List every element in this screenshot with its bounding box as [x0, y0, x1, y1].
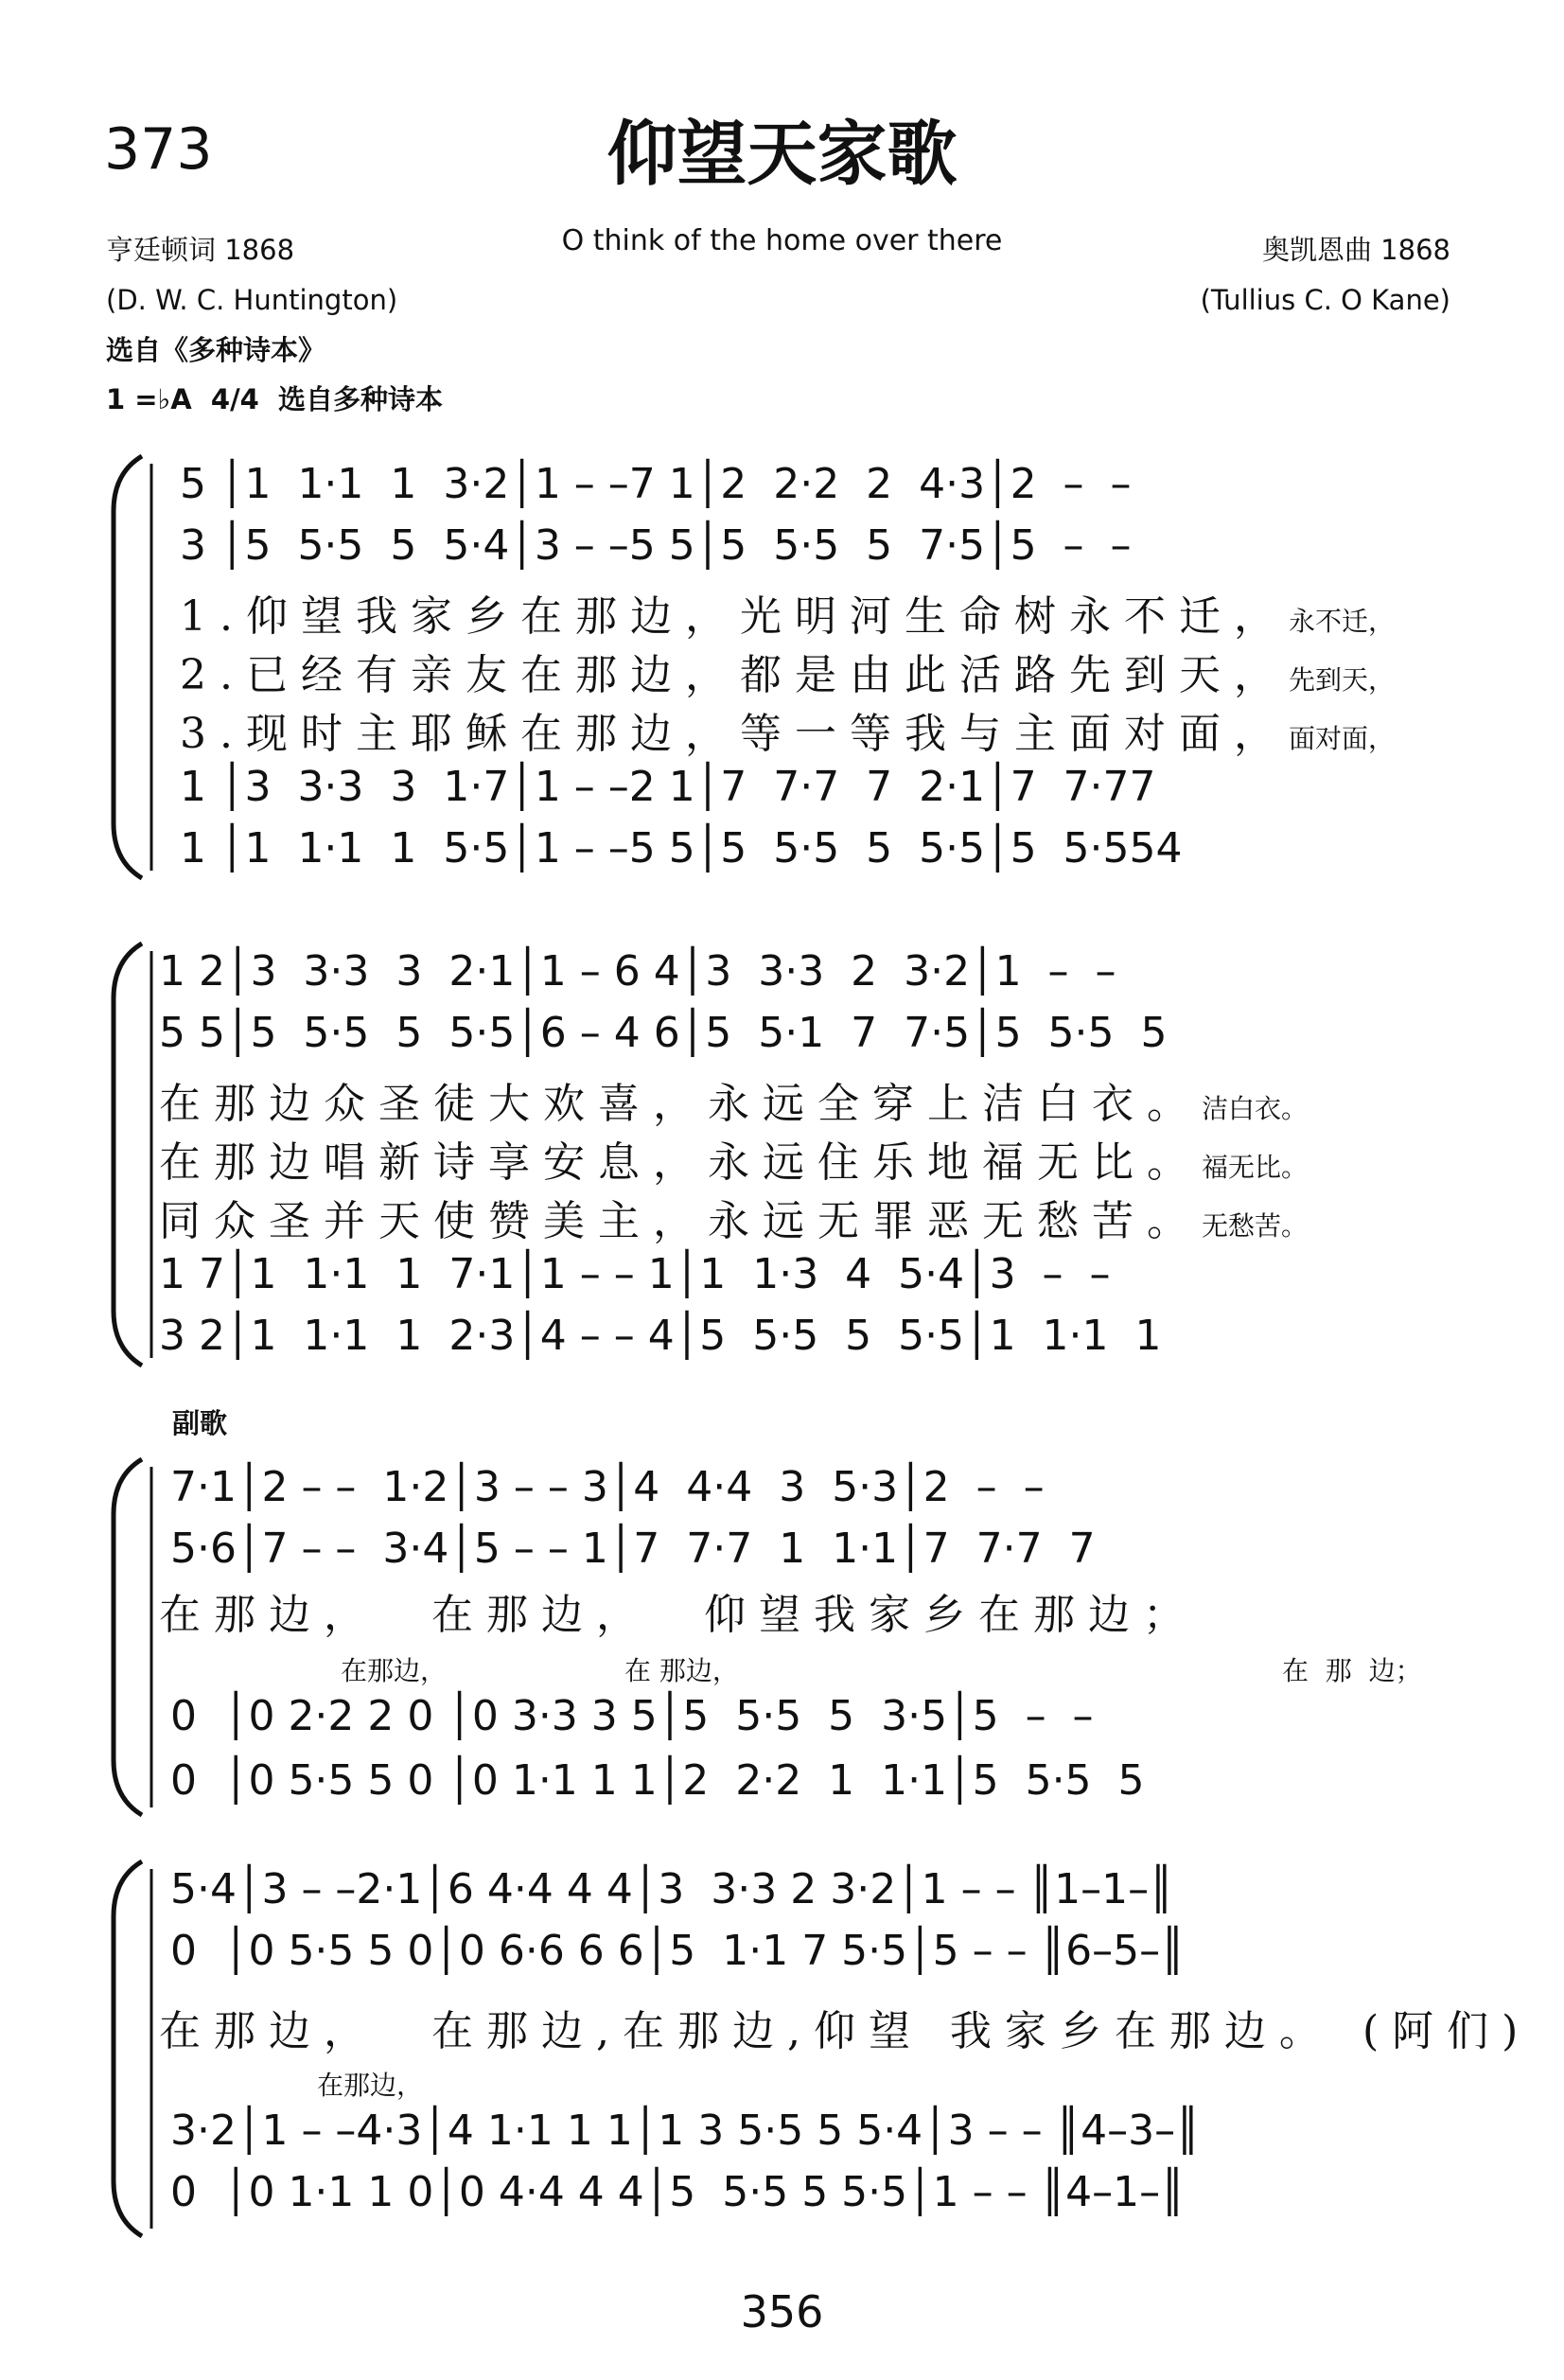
tenor-line: 1 7│1 1·1 1 7·1│1 – – 1│1 1·3 4 5·4│3 – –	[159, 1250, 1111, 1298]
system-bracket	[104, 1457, 161, 1817]
music-system-1	[0, 445, 1564, 890]
soprano-line: 5 │1 1·1 1 3·2│1 – –7 1│2 2·2 2 4·3│2 – –	[180, 460, 1132, 508]
cue-lyric: 在 那边，	[624, 1655, 739, 1686]
bass-line: 0 │0 1·1 1 0│0 4·4 4 4│5 5·5 5 5·5│1 – – ║4–1–║	[170, 2168, 1186, 2216]
bass-line: 3 2│1 1·1 1 2·3│4 – – 4│5 5·5 5 5·5│1 1·1 1	[159, 1312, 1162, 1360]
closing-lyrics: 在那边， 在那边,在那边,仰望 我家乡在那边。 (阿们)	[159, 2007, 1532, 2055]
tenor-line: 3·2│1 – –4·3│4 1·1 1 1│1 3 5·5 5 5·4│3 – – ║4–3–║	[170, 2107, 1201, 2155]
page-title: 仰望天家歌	[606, 114, 958, 195]
verse-3-lyrics: 同众圣并天使赞美主，永远无罪恶无愁苦。无愁苦。	[159, 1197, 1309, 1245]
tenor-line: 1 │3 3·3 3 1·7│1 – –2 1│7 7·7 7 2·1│7 7·77	[180, 763, 1156, 811]
bass-line: 1 │1 1·1 1 5·5│1 – –5 5│5 5·5 5 5·5│5 5·554	[180, 824, 1183, 873]
source-credit: 选自《多种诗本》	[106, 334, 326, 366]
composer-credit: 奥凯恩曲 1868	[1261, 234, 1450, 266]
system-bracket	[104, 454, 161, 880]
refrain-lyrics: 在那边， 在那边， 仰望我家乡在那边；	[159, 1591, 1198, 1639]
alto-line: 5 5│5 5·5 5 5·5│6 – 4 6│5 5·1 7 7·5│5 5·5 5	[159, 1009, 1168, 1057]
verse-1-lyrics: 1.仰望我家乡在那边，光明河生命树永不迁，永不迁，	[180, 592, 1395, 641]
bass-line: 0 │0 5·5 5 0 │0 1·1 1 1│2 2·2 1 1·1│5 5·5 5	[170, 1756, 1145, 1805]
key-signature: 1 =♭A 4/4 选自多种诗本	[106, 383, 444, 415]
hymn-number: 373	[104, 116, 213, 183]
system-bracket	[104, 942, 161, 1367]
system-bracket	[104, 1860, 161, 2238]
alto-line: 0 │0 5·5 5 0│0 6·6 6 6│5 1·1 7 5·5│5 – – ║6–5–║	[170, 1927, 1186, 1975]
alto-line: 3 │5 5·5 5 5·4│3 – –5 5│5 5·5 5 7·5│5 – –	[180, 521, 1132, 570]
cue-lyric: 在 那 边；	[1282, 1655, 1422, 1686]
verse-2-lyrics: 2.已经有亲友在那边，都是由此活路先到天，先到天，	[180, 651, 1395, 699]
lyricist-english-name: (D. W. C. Huntington)	[106, 284, 398, 316]
music-system-4	[0, 1850, 1564, 2248]
lyricist-credit: 亨廷顿词 1868	[106, 234, 295, 266]
cue-lyric: 在那边，	[317, 2070, 424, 2101]
music-system-2	[0, 932, 1564, 1377]
music-system-3	[0, 1448, 1564, 1826]
refrain-label: 副歌	[172, 1407, 228, 1439]
page-number: 356	[740, 2286, 824, 2337]
english-subtitle: O think of the home over there	[561, 224, 1003, 257]
verse-1-lyrics: 在那边众圣徒大欢喜，永远全穿上洁白衣。洁白衣。	[159, 1080, 1309, 1128]
composer-english-name: (Tullius C. O Kane)	[1200, 284, 1450, 316]
soprano-line: 7·1│2 – – 1·2│3 – – 3│4 4·4 3 5·3│2 – –	[170, 1463, 1045, 1511]
tenor-line: 0 │0 2·2 2 0 │0 3·3 3 5│5 5·5 5 3·5│5 – –	[170, 1692, 1094, 1740]
verse-3-lyrics: 3.现时主耶稣在那边，等一等我与主面对面，面对面，	[180, 710, 1395, 758]
alto-line: 5·6│7 – – 3·4│5 – – 1│7 7·7 1 1·1│7 7·7 7	[170, 1525, 1096, 1573]
soprano-line: 1 2│3 3·3 3 2·1│1 – 6 4│3 3·3 2 3·2│1 – –	[159, 947, 1116, 996]
cue-lyric: 在那边，	[341, 1655, 448, 1686]
verse-2-lyrics: 在那边唱新诗享安息，永远住乐地福无比。福无比。	[159, 1138, 1309, 1187]
soprano-line: 5·4│3 – –2·1│6 4·4 4 4│3 3·3 2 3·2│1 – – ║1–1–║	[170, 1865, 1174, 1913]
